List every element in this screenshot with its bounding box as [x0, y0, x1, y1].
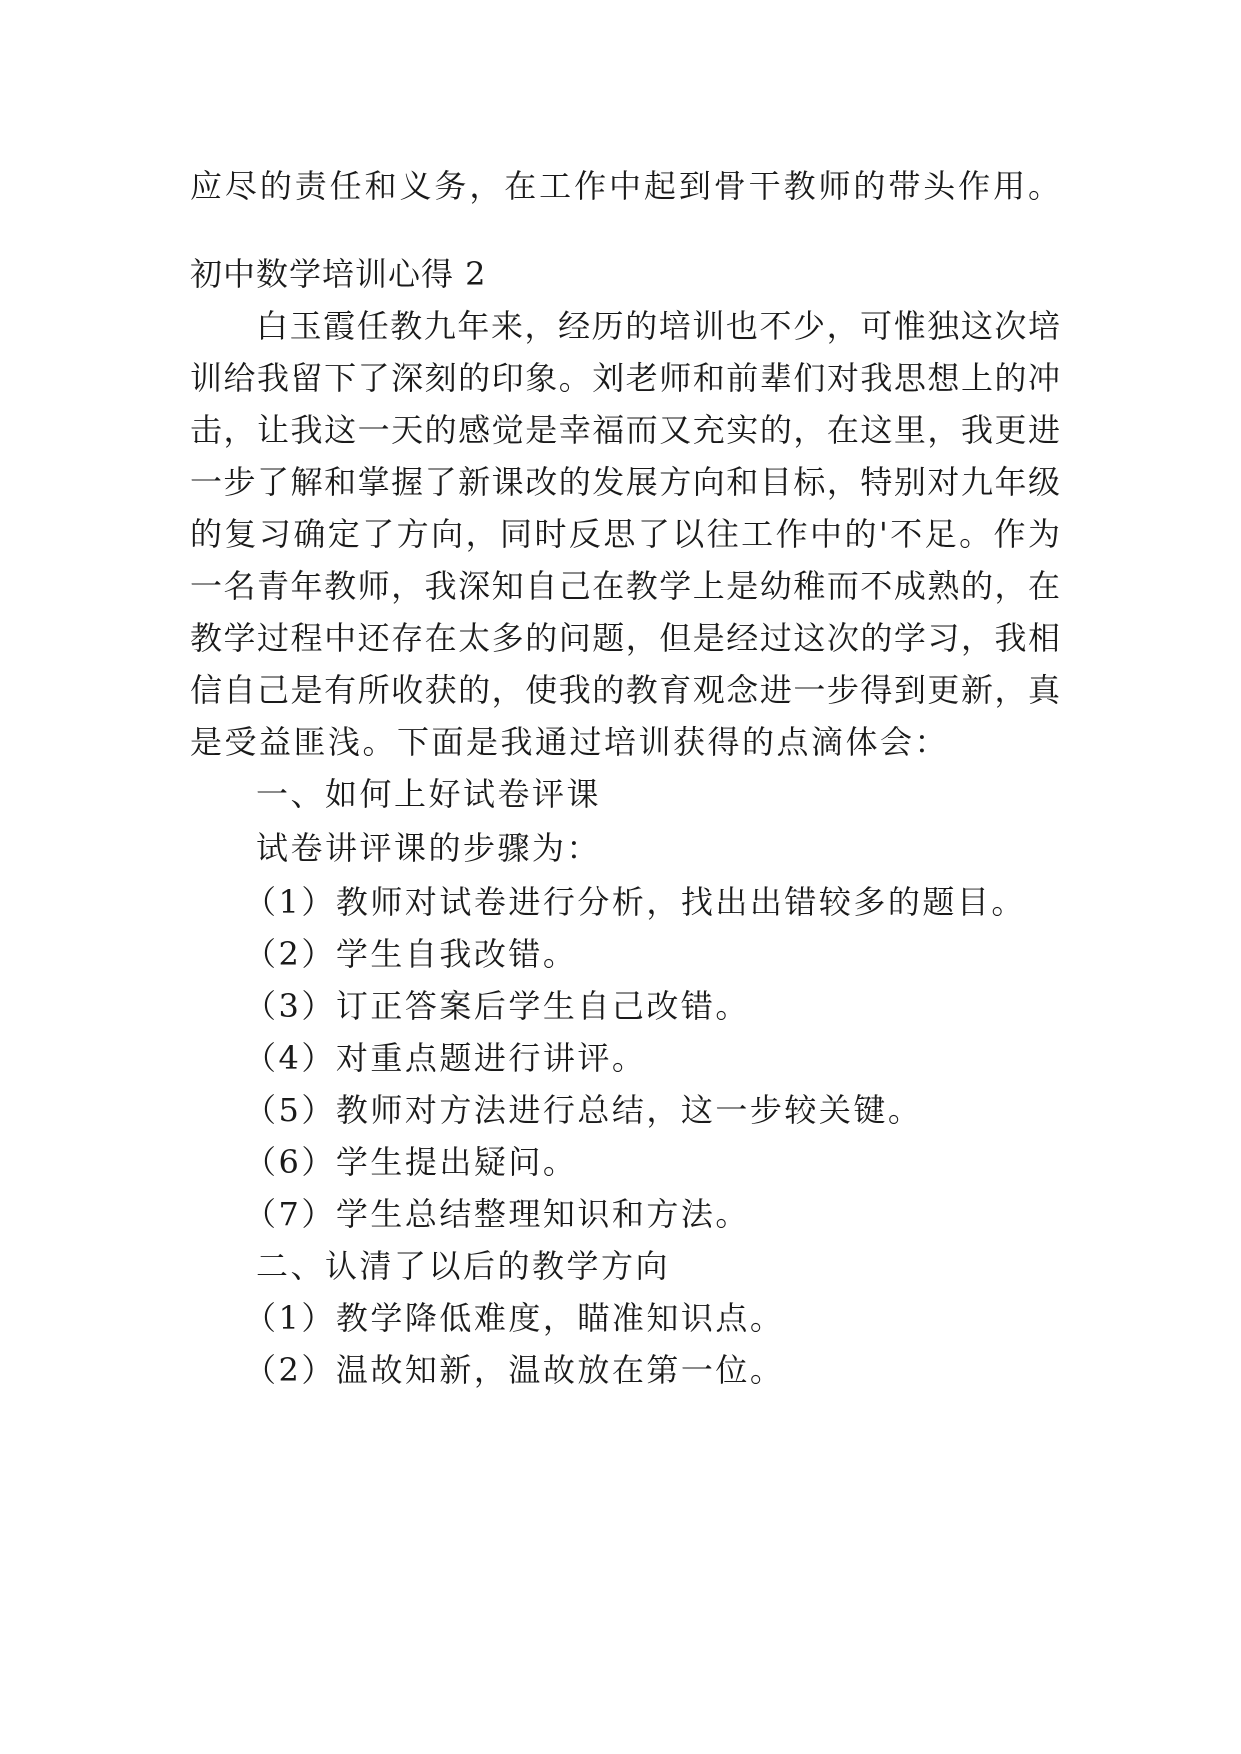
- paragraph-line: 教学过程中还存在太多的问题，但是经过这次的学习，我相: [190, 619, 1060, 657]
- list-item: （2）学生自我改错。: [244, 935, 578, 973]
- list-item: （2）温故知新，温故放在第一位。: [244, 1351, 785, 1389]
- list-item: （1）教学降低难度，瞄准知识点。: [244, 1299, 785, 1337]
- paragraph-line: 是受益匪浅。下面是我通过培训获得的点滴体会：: [190, 723, 950, 761]
- paragraph-line: 击，让我这一天的感觉是幸福而又充实的，在这里，我更进: [190, 411, 1060, 449]
- paragraph-line: 的复习确定了方向，同时反思了以往工作中的'不足。作为: [190, 515, 1060, 553]
- paragraph-line: 白玉霞任教九年来，经历的培训也不少，可惟独这次培: [256, 307, 1060, 345]
- section-title: 初中数学培训心得 2: [190, 255, 487, 293]
- list-item: （4）对重点题进行讲评。: [244, 1039, 647, 1077]
- subsection-heading: 二、认清了以后的教学方向: [256, 1247, 671, 1285]
- list-item: （3）订正答案后学生自己改错。: [244, 987, 750, 1025]
- list-intro: 试卷讲评课的步骤为：: [256, 829, 602, 867]
- subsection-heading: 一、如何上好试卷评课: [256, 775, 602, 813]
- paragraph-line: 应尽的责任和义务，在工作中起到骨干教师的带头作用。: [190, 167, 1060, 205]
- list-item: （5）教师对方法进行总结，这一步较关键。: [244, 1091, 923, 1129]
- paragraph-line: 训给我留下了深刻的印象。刘老师和前辈们对我思想上的冲: [190, 359, 1060, 397]
- paragraph-line: 信自己是有所收获的，使我的教育观念进一步得到更新，真: [190, 671, 1060, 709]
- list-item: （7）学生总结整理知识和方法。: [244, 1195, 750, 1233]
- paragraph-line: 一步了解和掌握了新课改的发展方向和目标，特别对九年级: [190, 463, 1060, 501]
- paragraph-line: 一名青年教师，我深知自己在教学上是幼稚而不成熟的，在: [190, 567, 1060, 605]
- list-item: （6）学生提出疑问。: [244, 1143, 578, 1181]
- list-item: （1）教师对试卷进行分析，找出出错较多的题目。: [244, 883, 1026, 921]
